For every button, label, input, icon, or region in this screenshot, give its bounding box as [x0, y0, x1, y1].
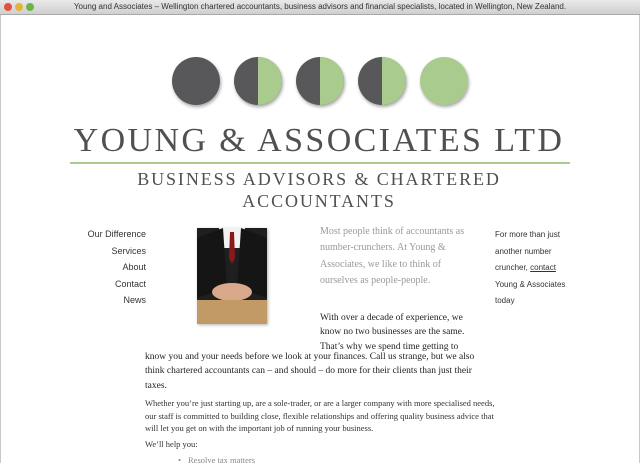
- logo-circle: [234, 57, 282, 105]
- contact-aside: [495, 227, 575, 310]
- logo-circle: [172, 57, 220, 105]
- close-window-button[interactable]: [4, 3, 12, 11]
- window-titlebar: [0, 0, 640, 15]
- logo-circle: [420, 57, 468, 105]
- nav-item-contact[interactable]: Contact: [114, 278, 146, 289]
- logo-title: YOUNG & ASSOCIATES LTD: [73, 122, 565, 159]
- logo-circle: [296, 57, 344, 105]
- window-title: Young and Associates – Wellington chartered accountants, business advisors and financial specialists, located in Wellington, New Zealand.: [73, 2, 567, 11]
- businessman-illustration: [197, 228, 267, 324]
- aside-text-before: For more than just another number cruncher,: [495, 230, 560, 272]
- paragraph-experience-cont: know you and your needs before we look at your finances. Call us strange, but we also think chartered accountants can – and should – do more for their clients than just their taxes.: [145, 352, 475, 391]
- contact-link[interactable]: contact: [530, 263, 556, 272]
- logo-circle: [358, 57, 406, 105]
- list-item: • Resolve tax matters: [188, 455, 255, 466]
- nav-item-services[interactable]: Services: [111, 245, 146, 256]
- zoom-window-button[interactable]: [26, 3, 34, 11]
- aside-text-after: Young & Associates today: [495, 279, 566, 305]
- nav-item-our-difference[interactable]: Our Difference: [87, 229, 146, 239]
- paragraph-services: Whether you’re just starting up, are a sole-trader, or are a larger company with more specialised needs, our staff is committed to building close, flexible relationships and offering quality business advice that will let you get on with the important job of running your business.: [145, 398, 495, 433]
- nav-item-news[interactable]: News: [123, 295, 146, 305]
- main-nav: [88, 226, 146, 309]
- minimize-window-button[interactable]: [15, 3, 23, 11]
- intro-text: Most people think of accountants as number-crunchers. At Young & Associates, we like to think of ourselves as people-people.: [320, 226, 465, 287]
- paragraph-experience: With over a decade of experience, we know no two businesses are the same. That’s why we spend time getting to: [320, 313, 465, 352]
- logo-divider: [70, 162, 570, 164]
- logo-subtitle: BUSINESS ADVISORS & CHARTERED ACCOUNTANTS: [137, 169, 501, 211]
- businessman-photo: [197, 228, 267, 324]
- help-heading: We’ll help you:: [145, 439, 198, 449]
- nav-item-about[interactable]: About: [122, 262, 146, 272]
